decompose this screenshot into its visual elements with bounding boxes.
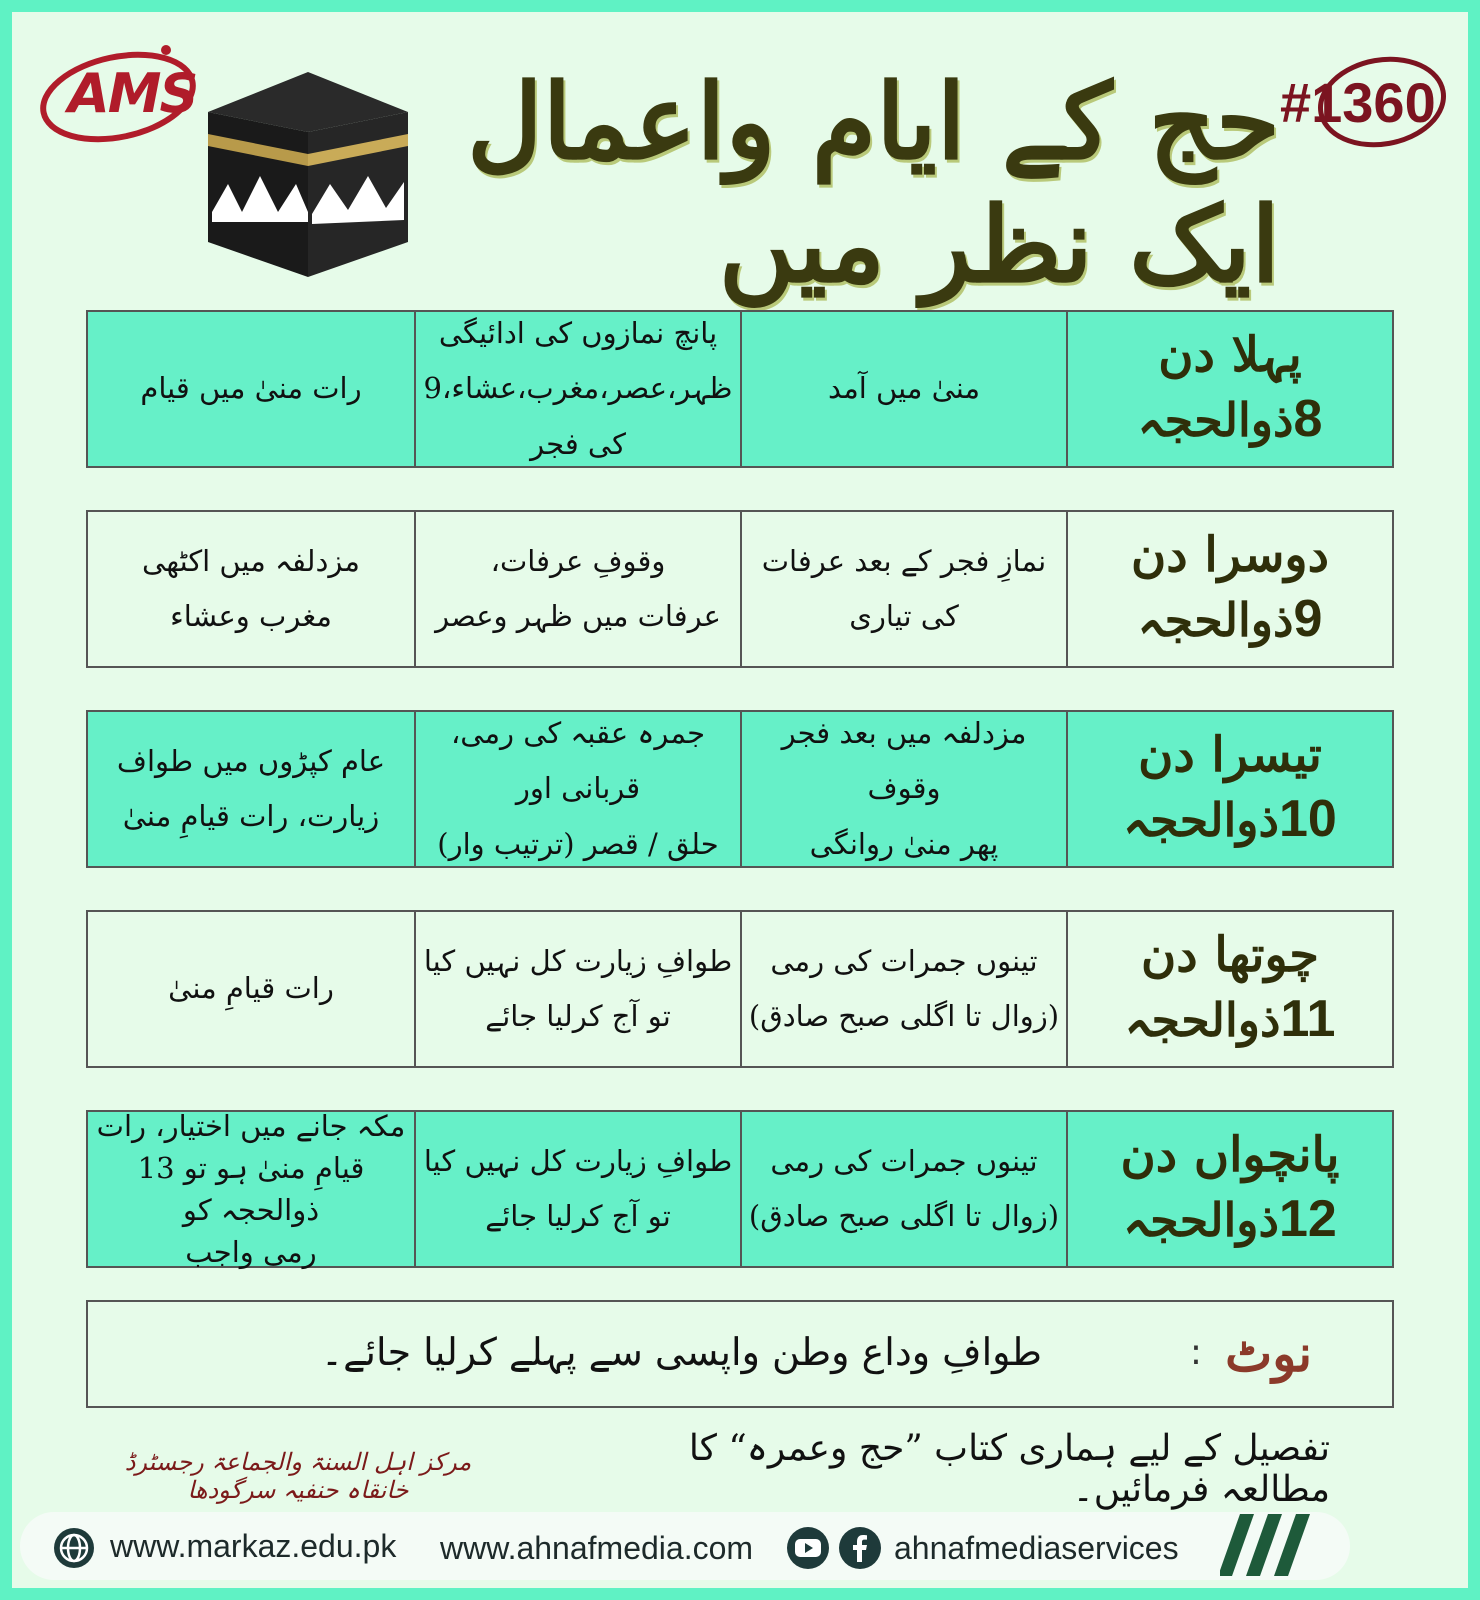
- cell-line: (زوال تا اگلی صبح صادق): [748, 1199, 1060, 1233]
- note-box: [86, 1300, 1394, 1408]
- cell-line: زیارت، رات قیامِ منیٰ: [122, 799, 380, 833]
- cell-line: وقوفِ عرفات،: [490, 543, 666, 578]
- date-label: ذوالحجہ: [1137, 393, 1294, 448]
- date-label: ذوالحجہ: [1124, 993, 1281, 1048]
- activity-cell: [740, 312, 1066, 466]
- activity-cell: [88, 512, 414, 666]
- cell-line: مزدلفہ میں بعد فجر وقوف: [781, 716, 1027, 806]
- activity-cell: [88, 1108, 414, 1270]
- day-date: [1123, 1186, 1337, 1254]
- cell-line: مکہ جانے میں اختیار، رات: [96, 1108, 406, 1143]
- day-name: پہلا دن: [1158, 327, 1302, 383]
- day-cell: [1066, 312, 1392, 466]
- date-number: 12: [1279, 1190, 1337, 1249]
- activity-cell: [740, 912, 1066, 1066]
- day-cell: [1066, 512, 1392, 666]
- activity-cell: [88, 912, 414, 1066]
- day-name: پانچواں دن: [1120, 1127, 1340, 1183]
- activity-cell: [414, 312, 740, 466]
- website-link-ahnafmedia[interactable]: www.ahnafmedia.com: [440, 1530, 754, 1566]
- book-reference: تفصیل کے لیے ہماری کتاب ”حج وعمرہ“ کا مطالعہ فرمائیں۔: [688, 1428, 1330, 1510]
- cell-line: قیامِ منیٰ ہو تو 13 ذوالحجہ کو: [137, 1150, 365, 1227]
- activity-cell: [740, 512, 1066, 666]
- activity-cell: [414, 1112, 740, 1266]
- day-cell: [1066, 712, 1392, 866]
- activity-cell: [88, 312, 414, 466]
- table-row-day-4: [86, 910, 1394, 1068]
- date-number: 8: [1293, 390, 1323, 449]
- cell-line: حلق / قصر (ترتیب وار): [437, 826, 719, 861]
- cell-line: مزدلفہ میں اکٹھی: [142, 543, 360, 578]
- youtube-icon[interactable]: [786, 1526, 830, 1570]
- day-date: [1123, 786, 1337, 854]
- activity-cell: [414, 912, 740, 1066]
- activity-cell: [88, 712, 414, 866]
- cell-line: طوافِ زیارت کل نہیں کیا: [423, 943, 733, 978]
- cell-line: رات منیٰ میں قیام: [140, 371, 362, 406]
- day-cell: [1066, 912, 1392, 1066]
- slashes-decoration-icon: [1220, 1514, 1320, 1584]
- day-date: [1138, 586, 1323, 654]
- cell-line: منیٰ میں آمد: [827, 371, 981, 406]
- page-title: حج کے ایام واعمال ایک نظر میں: [467, 60, 1280, 306]
- globe-icon: [52, 1526, 96, 1570]
- date-number: 11: [1280, 990, 1336, 1049]
- organization-name: مرکز اہل السنۃ والجماعۃ رجسٹرڈ خانقاہ حنفیہ سرگودھا: [124, 1448, 472, 1504]
- date-label: ذوالحجہ: [1123, 793, 1279, 848]
- cell-line: تینوں جمرات کی رمی: [770, 1143, 1038, 1178]
- table-row-day-1: [86, 310, 1394, 468]
- table-row-day-3: [86, 710, 1394, 868]
- cell-line: عام کپڑوں میں طواف: [116, 743, 386, 778]
- post-number-badge: [1272, 42, 1452, 152]
- cell-line: رات قیامِ منیٰ: [168, 971, 334, 1006]
- date-label: ذوالحجہ: [1137, 593, 1294, 648]
- day-cell: [1066, 1112, 1392, 1266]
- cell-line: تو آج کرلیا جائے: [485, 1199, 671, 1233]
- cell-line: مغرب وعشاء: [170, 599, 332, 633]
- day-date: [1138, 386, 1323, 454]
- activity-cell: [740, 1112, 1066, 1266]
- activity-cell: [740, 712, 1066, 866]
- cell-line: پانچ نمازوں کی ادائیگی: [438, 316, 718, 351]
- table-row-day-5: [86, 1110, 1394, 1268]
- website-link-markaz[interactable]: www.markaz.edu.pk: [110, 1528, 397, 1564]
- day-name: تیسرا دن: [1138, 727, 1322, 783]
- activity-cell: [414, 512, 740, 666]
- date-number: 10: [1279, 790, 1337, 849]
- cell-line: جمرہ عقبہ کی رمی، قربانی اور: [450, 716, 706, 806]
- social-handle-link[interactable]: ahnafmediaservices: [894, 1530, 1179, 1566]
- cell-line: طوافِ زیارت کل نہیں کیا: [423, 1143, 733, 1178]
- cell-line: (زوال تا اگلی صبح صادق): [748, 999, 1060, 1033]
- activity-cell: [414, 712, 740, 866]
- facebook-icon[interactable]: [838, 1526, 882, 1570]
- note-label: نوٹ: [1225, 1324, 1312, 1383]
- cell-line: تینوں جمرات کی رمی: [770, 943, 1038, 978]
- cell-line: تو آج کرلیا جائے: [485, 999, 671, 1033]
- cell-line: رمی واجب: [185, 1235, 317, 1270]
- date-number: 9: [1293, 590, 1323, 649]
- ams-logo: [38, 42, 198, 147]
- note-text: طوافِ وداع وطن واپسی سے پہلے کرلیا جائے۔: [320, 1330, 1042, 1374]
- day-date: [1125, 986, 1336, 1054]
- post-number: #1360: [1280, 71, 1436, 134]
- day-name: دوسرا دن: [1131, 527, 1329, 583]
- day-name: چوتھا دن: [1141, 927, 1319, 983]
- cell-line: نمازِ فجر کے بعد عرفات کی تیاری: [761, 543, 1047, 633]
- cell-line: ظہر،عصر،مغرب،عشاء،9 کی فجر: [423, 371, 733, 461]
- kaaba-icon: [208, 72, 408, 277]
- logo-text: AMS: [68, 62, 197, 125]
- note-colon: :: [1189, 1332, 1202, 1373]
- date-label: ذوالحجہ: [1123, 1193, 1279, 1248]
- table-row-day-2: [86, 510, 1394, 668]
- cell-line: پھر منیٰ روانگی: [809, 826, 999, 861]
- cell-line: عرفات میں ظہر وعصر: [435, 599, 721, 633]
